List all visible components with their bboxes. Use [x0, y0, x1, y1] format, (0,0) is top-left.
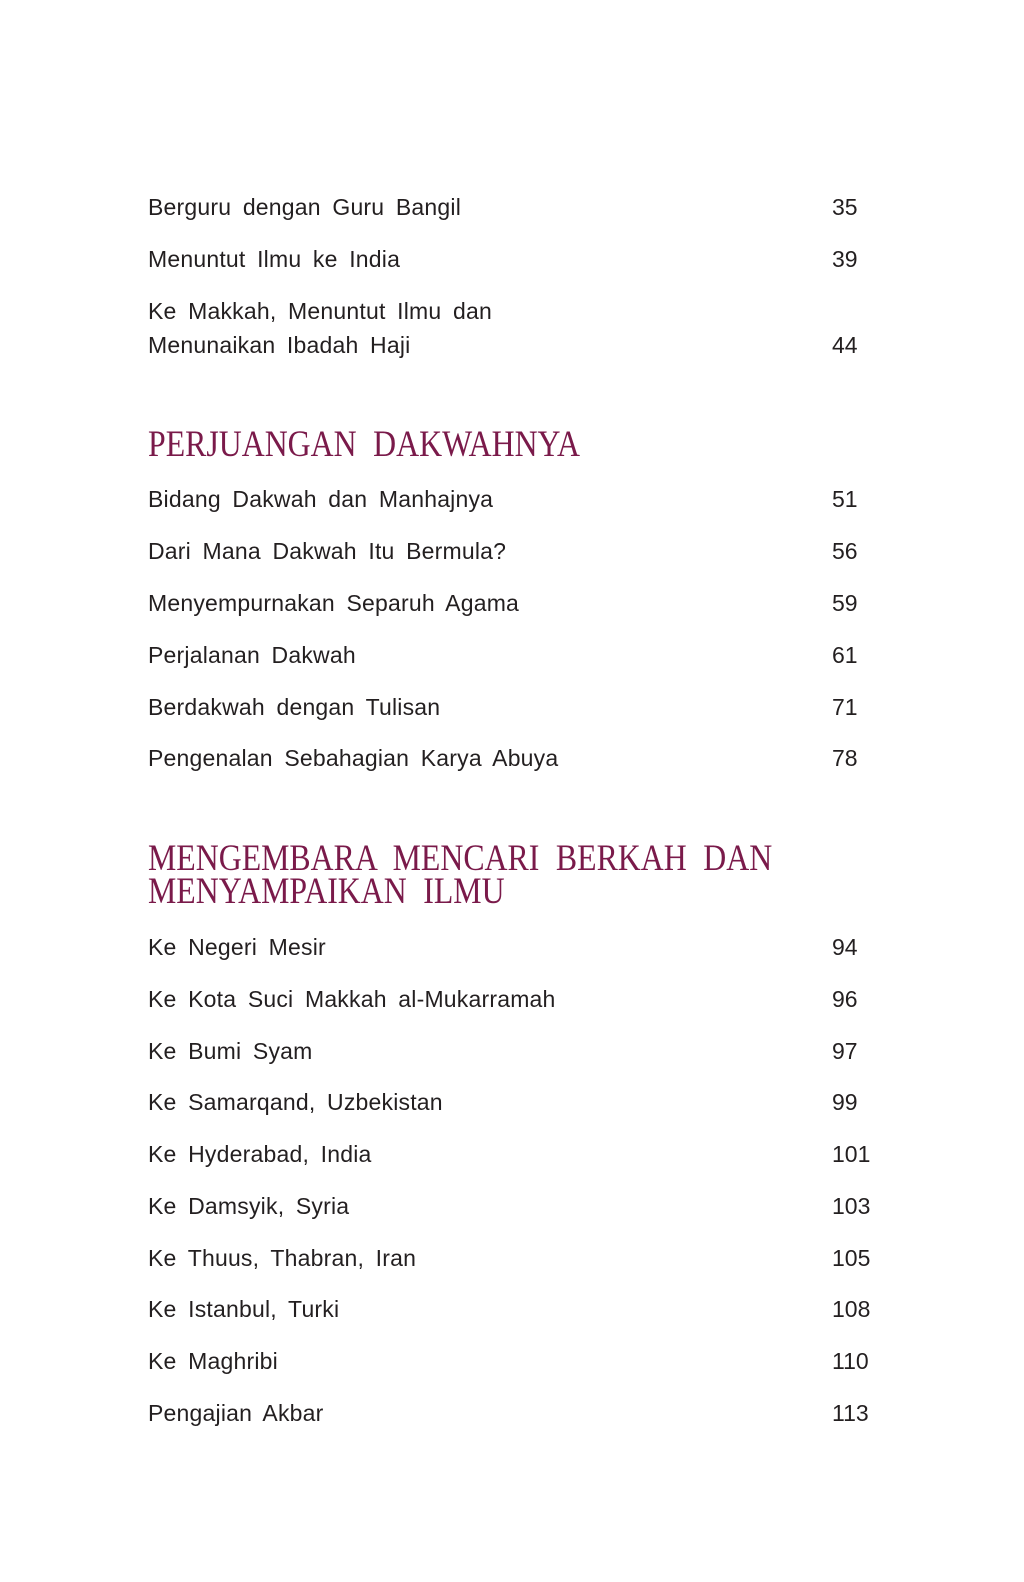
toc-entry-title: Berguru dengan Guru Bangil [148, 194, 462, 220]
toc-entry-title: Ke Istanbul, Turki [148, 1296, 340, 1322]
toc-entry-title: Berdakwah dengan Tulisan [148, 694, 441, 720]
toc-entry-title: Menuntut Ilmu ke India [148, 246, 401, 272]
section-heading-line2: MENYAMPAIKAN ILMU [148, 871, 505, 912]
toc-entry-page: 108 [832, 1296, 871, 1322]
toc-entry-page: 110 [832, 1348, 869, 1374]
toc-entry-page: 97 [832, 1038, 858, 1064]
toc-entry-page: 44 [832, 332, 858, 358]
toc-entry-title: Ke Maghribi [148, 1348, 278, 1374]
toc-entry-page: 78 [832, 745, 858, 771]
toc-entry-title: Pengajian Akbar [148, 1400, 324, 1426]
toc-entry[interactable] [148, 690, 888, 730]
toc-entry-title: Pengenalan Sebahagian Karya Abuya [148, 745, 559, 771]
toc-entry-page: 61 [832, 642, 858, 668]
toc-entry-title: Ke Thuus, Thabran, Iran [148, 1245, 417, 1271]
toc-entry-page: 101 [832, 1141, 871, 1167]
toc-entry-page: 113 [832, 1400, 869, 1426]
toc-entry-title: Ke Hyderabad, India [148, 1141, 372, 1167]
toc-entry[interactable] [148, 638, 888, 678]
toc-entry[interactable] [148, 242, 888, 282]
toc-entry[interactable] [148, 982, 888, 1022]
toc-entry-page: 51 [832, 486, 858, 512]
toc-entry-title: Menyempurnakan Separuh Agama [148, 590, 520, 616]
toc-entry[interactable] [148, 1085, 888, 1125]
toc-entry-title: Ke Kota Suci Makkah al-Mukarramah [148, 986, 556, 1012]
toc-entry[interactable] [148, 1396, 888, 1436]
toc-entry-page: 99 [832, 1089, 858, 1115]
toc-entry[interactable] [148, 1241, 888, 1281]
toc-entry-title: Ke Negeri Mesir [148, 934, 326, 960]
toc-entry-page: 71 [832, 694, 858, 720]
toc-entry[interactable] [148, 1292, 888, 1332]
toc-entry[interactable] [148, 1137, 888, 1177]
toc-entry-title-line1: Ke Makkah, Menuntut Ilmu dan [148, 298, 492, 324]
toc-entry[interactable] [148, 741, 888, 781]
toc-entry-page: 105 [832, 1245, 871, 1271]
toc-entry-title-line2: Menunaikan Ibadah Haji [148, 332, 411, 358]
section-heading: PERJUANGAN DAKWAHNYA [148, 424, 580, 465]
toc-entry[interactable] [148, 1344, 888, 1384]
toc-entry[interactable] [148, 930, 888, 970]
toc-entry-title: Dari Mana Dakwah Itu Bermula? [148, 538, 507, 564]
toc-entry-title: Perjalanan Dakwah [148, 642, 356, 668]
toc-entry-page: 96 [832, 986, 858, 1012]
toc-entry-page: 56 [832, 538, 858, 564]
section-heading-line1: MENGEMBARA MENCARI BERKAH DAN [148, 838, 773, 879]
toc-entry-title: Bidang Dakwah dan Manhajnya [148, 486, 494, 512]
toc-entry[interactable] [148, 534, 888, 574]
toc-entry-page: 35 [832, 194, 858, 220]
toc-entry[interactable] [148, 294, 888, 370]
toc-entry[interactable] [148, 190, 888, 230]
toc-entry-title: Ke Damsyik, Syria [148, 1193, 350, 1219]
toc-entry-page: 59 [832, 590, 858, 616]
toc-entry-page: 94 [832, 934, 858, 960]
toc-entry-page: 39 [832, 246, 858, 272]
toc-entry-title: Ke Samarqand, Uzbekistan [148, 1089, 443, 1115]
toc-entry[interactable] [148, 586, 888, 626]
toc-entry-title: Ke Bumi Syam [148, 1038, 313, 1064]
toc-entry-page: 103 [832, 1193, 871, 1219]
toc-entry[interactable] [148, 1189, 888, 1229]
toc-entry[interactable] [148, 482, 888, 522]
toc-entry[interactable] [148, 1034, 888, 1074]
